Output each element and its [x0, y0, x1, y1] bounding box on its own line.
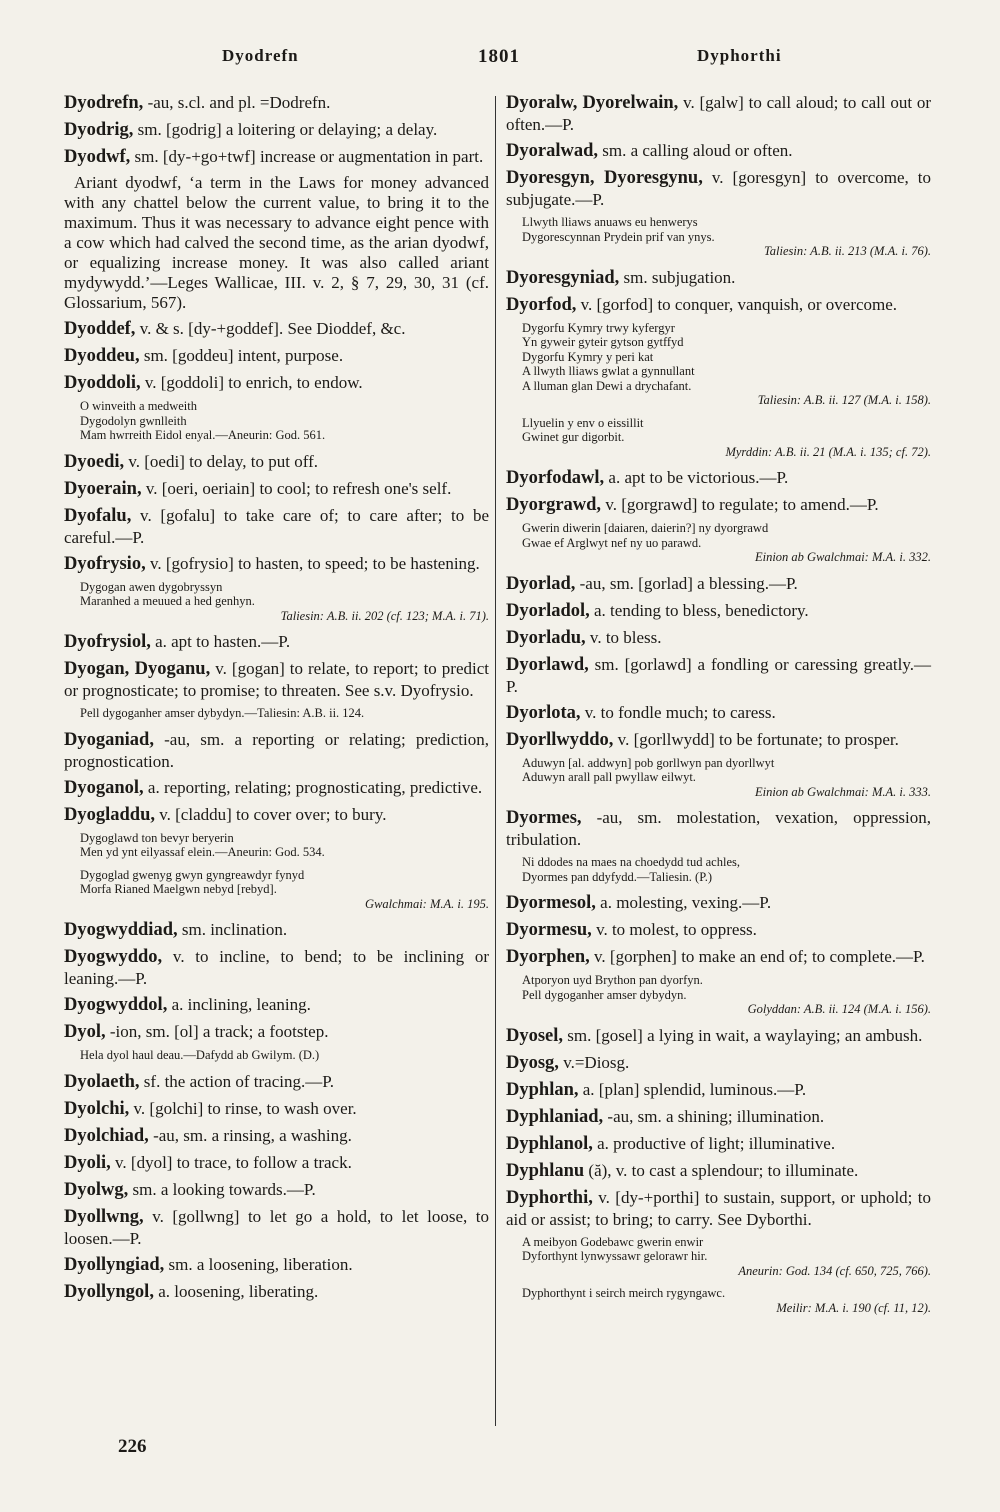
quotation	[80, 706, 489, 721]
entry-headword: Dyofalu,	[64, 505, 132, 526]
quotation-text: A meibyon Godebawc gwerin enwir Dyforthynt lynwyssawr gelorawr hir.	[522, 1234, 708, 1263]
entry-definition: v. [gorfod] to conquer, vanquish, or overcome.	[580, 294, 898, 314]
entry-definition: v. [goddoli] to enrich, to endow.	[144, 373, 363, 392]
entry-headword: Dyogwyddol,	[64, 995, 168, 1015]
entry-definition: -au, sm. molestation, vexation, oppression, tribulation.	[506, 808, 931, 849]
dictionary-entry	[64, 553, 489, 575]
entry-definition: a. molesting, vexing.—P.	[600, 893, 772, 912]
dictionary-entry	[64, 631, 489, 653]
dictionary-entry	[506, 467, 931, 489]
dictionary-entry	[506, 1052, 931, 1074]
entry-definition: sf. the action of tracing.—P.	[143, 1071, 335, 1091]
quotation-text: Atporyon uyd Brython pan dyorfyn. Pell dygoganher amser dybydyn.	[522, 973, 703, 1002]
entry-definition: v. to bless.	[589, 627, 662, 647]
entry-headword: Dyorlawd,	[506, 654, 589, 675]
quotation-text: Dygoglawd ton bevyr beryerin Men yd ynt eilyassaf elein.—Aneurin: God. 534.	[80, 830, 325, 859]
dictionary-entry	[64, 919, 489, 941]
right-column	[506, 92, 931, 1323]
entry-definition: v. [golchi] to rinse, to wash over.	[133, 1098, 357, 1118]
entry-definition: sm. inclination.	[181, 920, 288, 939]
entry-headword: Dyoresgyniad,	[506, 267, 620, 288]
dictionary-entry	[506, 627, 931, 649]
entry-definition: v. to fondle much; to caress.	[584, 702, 776, 722]
entry-headword: Dyodwf,	[64, 147, 131, 167]
dictionary-entry	[64, 777, 489, 799]
entry-definition: v. [gogan] to relate, to report; to predict or prognosticate; to promise; to threaten. See s.v. Dyofrysio.	[64, 659, 489, 700]
dictionary-entry	[506, 573, 931, 595]
entry-headword: Dyoralw, Dyorelwain,	[506, 93, 679, 113]
dictionary-entry	[64, 994, 489, 1016]
quotation	[522, 1286, 931, 1315]
quotation-text: Ni ddodes na maes na choedydd tud achles, Dyormes pan ddyfydd.—Taliesin. (P.)	[522, 855, 740, 884]
entry-headword: Dyoganiad,	[64, 729, 154, 750]
dictionary-entry	[64, 1152, 489, 1174]
entry-definition: a. loosening, liberating.	[158, 1281, 319, 1301]
entry-definition: a. tending to bless, benedictory.	[594, 600, 809, 620]
column-divider	[495, 96, 496, 1426]
quotation-text: Dyphorthynt i seirch meirch rygyngawc.	[522, 1286, 726, 1300]
entry-headword: Dyoganol,	[64, 777, 144, 798]
quotation	[522, 321, 931, 408]
entry-headword: Dyoralwad,	[506, 141, 598, 161]
dictionary-entry	[64, 1254, 489, 1276]
dictionary-entry	[64, 345, 489, 367]
dictionary-entry	[64, 478, 489, 500]
dictionary-entry	[506, 807, 931, 850]
dictionary-entry	[506, 1133, 931, 1155]
quotation-text: Dygoglad gwenyg gwyn gyngreawdyr fynyd Morfa Rianed Maelgwn nebyd [rebyd].	[80, 867, 305, 896]
entry-definition: a. apt to be victorious.—P.	[608, 468, 789, 487]
entry-headword: Dyollyngiad,	[64, 1254, 165, 1275]
entry-definition: v. to incline, to bend; to be inclining or leaning.—P.	[64, 947, 489, 988]
entry-headword: Dyoddeu,	[64, 346, 140, 366]
dictionary-entry	[64, 318, 489, 340]
dictionary-entry	[506, 1187, 931, 1230]
quotation-text: Llwyth lliaws anuaws eu henwerys Dygorescynnan Prydein prif van ynys.	[522, 215, 715, 244]
quotation-source: Einion ab Gwalchmai: M.A. i. 333.	[754, 784, 931, 799]
quotation	[522, 215, 931, 259]
dictionary-entry	[506, 1160, 931, 1182]
entry-headword: Dyol,	[64, 1022, 106, 1042]
dictionary-entry	[64, 1179, 489, 1201]
entry-definition: v. [dy-+porthi] to sustain, support, or uphold; to aid or assist; to bring; to carry. See Dyborthi.	[506, 1187, 932, 1229]
entry-headword: Dyorgrawd,	[506, 495, 602, 515]
dictionary-entry	[64, 451, 489, 473]
dictionary-entry	[506, 1079, 931, 1101]
dictionary-entry	[64, 804, 489, 826]
entry-definition: v. [gofrysio] to hasten, to speed; to be hastening.	[149, 553, 480, 573]
entry-headword: Dyofrysio,	[64, 553, 146, 574]
entry-headword: Dyorfod,	[506, 294, 577, 315]
entry-headword: Dyogan, Dyoganu,	[64, 659, 211, 679]
dictionary-entry	[506, 294, 931, 316]
quotation-source: Myrddin: A.B. ii. 21 (M.A. i. 135; cf. 72).	[725, 444, 931, 459]
header-left-guideword: Dyodrefn	[222, 46, 299, 65]
entry-headword: Dyolwg,	[64, 1179, 129, 1200]
entry-headword: Dyodrig,	[64, 120, 134, 140]
entry-headword: Dyofrysiol,	[64, 632, 151, 652]
entry-headword: Dyollyngol,	[64, 1281, 154, 1302]
entry-definition: v. [oeri, oeriain] to cool; to refresh one's self.	[145, 478, 452, 498]
entry-headword: Dyodrefn,	[64, 93, 144, 113]
quotation-text: O winveith a medweith Dygodolyn gwnlleith Mam hwrreith Eidol enyal.—Aneurin: God. 561.	[80, 399, 326, 442]
entry-headword: Dyorladol,	[506, 600, 590, 621]
quotation	[80, 831, 489, 860]
entry-headword: Dyogwyddiad,	[64, 920, 178, 940]
entry-definition: -au, sm. [gorlad] a blessing.—P.	[579, 573, 798, 593]
dictionary-entry	[506, 92, 931, 135]
entry-headword: Dyormesu,	[506, 920, 592, 940]
entry-headword: Dyolaeth,	[64, 1071, 140, 1092]
entry-definition: sm. [godrig] a loitering or delaying; a delay.	[137, 120, 438, 139]
entry-definition: -au, sm. a rinsing, a washing.	[153, 1125, 352, 1145]
entry-definition: sm. a loosening, liberation.	[168, 1254, 353, 1274]
entry-headword: Dyoli,	[64, 1152, 111, 1173]
dictionary-entry	[506, 919, 931, 941]
quotation-source: Taliesin: A.B. ii. 202 (cf. 123; M.A. i. 71).	[280, 608, 489, 623]
header-column-number: 1801	[478, 46, 520, 67]
quotation	[522, 521, 931, 565]
entry-definition: -ion, sm. [ol] a track; a footstep.	[109, 1022, 329, 1041]
dictionary-entry	[506, 1106, 931, 1128]
entry-headword: Dyollwng,	[64, 1206, 144, 1227]
entry-definition: v. [oedi] to delay, to put off.	[128, 451, 319, 471]
quotation-text: Pell dygoganher amser dybydyn.—Taliesin: A.B. ii. 124.	[80, 706, 365, 720]
dictionary-entry	[64, 1125, 489, 1147]
quotation-source: Aneurin: God. 134 (cf. 650, 725, 766).	[738, 1263, 931, 1278]
quotation	[80, 580, 489, 624]
entry-definition: v. to molest, to oppress.	[596, 920, 757, 939]
dictionary-entry	[64, 1021, 489, 1043]
entry-definition: -au, s.cl. and pl. =Dodrefn.	[147, 93, 331, 112]
dictionary-entry	[64, 372, 489, 394]
entry-definition: v. [claddu] to cover over; to bury.	[159, 804, 387, 824]
entry-definition: v. & s. [dy-+goddef]. See Dioddef, &c.	[139, 319, 406, 338]
dictionary-entry	[506, 140, 931, 162]
entry-headword: Dyolchi,	[64, 1098, 130, 1119]
quotation-source: Gwalchmai: M.A. i. 195.	[365, 896, 489, 911]
quotation-text: Dygogan awen dygobryssyn Maranhed a meuued a hed genhyn.	[80, 579, 255, 608]
entry-definition: -au, sm. a shining; illumination.	[607, 1106, 825, 1126]
quotation-text: Llyuelin y env o eissillit Gwinet gur digorbit.	[522, 415, 644, 444]
entry-definition: a. reporting, relating; prognosticating, predictive.	[147, 777, 483, 797]
dictionary-entry	[64, 1071, 489, 1093]
entry-definition: v.=Diosg.	[563, 1052, 630, 1072]
dictionary-entry	[506, 946, 931, 968]
entry-definition: sm. [gorlawd] a fondling or caressing greatly.—P.	[506, 654, 931, 696]
dictionary-entry	[64, 946, 489, 989]
quotation	[522, 973, 931, 1017]
dictionary-entry	[64, 92, 489, 114]
quotation	[80, 868, 489, 912]
quotation	[80, 1048, 489, 1063]
dictionary-entry	[506, 892, 931, 914]
quotation-text: Gwerin diwerin [daiaren, daierin?] ny dyorgrawd Gwae ef Arglwyt nef ny uo parawd.	[522, 521, 769, 550]
entry-definition: a. inclining, leaning.	[171, 995, 311, 1014]
entry-headword: Dyormes,	[506, 808, 582, 828]
dictionary-entry	[506, 654, 931, 697]
running-header	[62, 46, 938, 72]
left-column	[64, 92, 489, 1308]
entry-headword: Dyorphen,	[506, 947, 590, 967]
entry-definition: v. [gollwng] to let go a hold, to let loose, to loosen.—P.	[64, 1206, 489, 1248]
entry-headword: Dyphorthi,	[506, 1187, 593, 1208]
dictionary-entry	[506, 600, 931, 622]
dictionary-entry	[64, 119, 489, 141]
entry-headword: Dyosg,	[506, 1052, 559, 1073]
entry-headword: Dyolchiad,	[64, 1125, 149, 1146]
entry-definition: -au, sm. a reporting or relating; prediction, prognostication.	[64, 729, 489, 771]
entry-headword: Dyphlanol,	[506, 1133, 593, 1154]
entry-definition: v. [gofalu] to take care of; to care after; to be careful.—P.	[64, 505, 489, 547]
entry-headword: Dyphlan,	[506, 1079, 579, 1100]
entry-headword: Dyorlota,	[506, 702, 581, 723]
entry-definition: a. productive of light; illuminative.	[597, 1133, 836, 1153]
entry-headword: Dyogwyddo,	[64, 947, 163, 967]
dictionary-entry	[506, 702, 931, 724]
dictionary-entry	[506, 167, 931, 210]
dictionary-entry	[64, 505, 489, 548]
entry-definition: v. [gorllwydd] to be fortunate; to prosper.	[617, 729, 899, 749]
entry-definition: sm. subjugation.	[623, 267, 736, 287]
quotation-text: Hela dyol haul deau.—Dafydd ab Gwilym. (D.)	[80, 1048, 320, 1062]
entry-headword: Dyoddoli,	[64, 373, 141, 393]
entry-definition: v. [goresgyn] to overcome, to subjugate.—P.	[506, 168, 931, 209]
entry-definition: sm. a looking towards.—P.	[132, 1179, 316, 1199]
quotation-source: Taliesin: A.B. ii. 213 (M.A. i. 76).	[763, 244, 931, 258]
quotation	[522, 855, 931, 884]
entry-headword: Dyorlad,	[506, 573, 576, 594]
entry-headword: Dyormesol,	[506, 893, 596, 913]
quotation-source: Meilir: M.A. i. 190 (cf. 11, 12).	[776, 1300, 931, 1315]
header-right-guideword: Dyphorthi	[697, 46, 782, 65]
quotation-text: Dygorfu Kymry trwy kyfergyr Yn gyweir gyteir gytson gytffyd Dygorfu Kymry y peri kat A llwyth lliaws gwlat a gynnullant A lluman glan Dewi a drychafant.	[522, 320, 695, 393]
entry-headword: Dyoresgyn, Dyoresgynu,	[506, 168, 703, 188]
entry-headword: Dyogladdu,	[64, 804, 155, 825]
quotation	[80, 399, 489, 443]
quotation-source: Einion ab Gwalchmai: M.A. i. 332.	[754, 550, 931, 564]
dictionary-entry	[506, 494, 931, 516]
entry-headword: Dyorladu,	[506, 627, 586, 648]
entry-definition: a. [plan] splendid, luminous.—P.	[582, 1079, 807, 1099]
quotation	[522, 756, 931, 800]
quotation	[522, 1235, 931, 1279]
entry-definition: v. [dyol] to trace, to follow a track.	[115, 1152, 352, 1172]
entry-headword: Dyphlanu	[506, 1160, 585, 1181]
entry-headword: Dyoddef,	[64, 319, 136, 339]
entry-note: Ariant dyodwf, ‘a term in the Laws for money advanced with any chattel below the current value, to bring it to the maximum. Thus it was necessary to advance eight pence with a cow which had calved the second time, as the arian dyodwf, or equalizing increase money. It was also called ariant mydywydd.’—Leges Wallicae, III. v. 2, § 7, 29, 30, 31 (cf. Glossarium, 567).	[64, 173, 489, 312]
entry-definition: sm. [goddeu] intent, purpose.	[143, 346, 344, 365]
dictionary-entry	[64, 146, 489, 168]
entry-definition: sm. [dy-+go+twf] increase or augmentation in part.	[134, 147, 484, 166]
entry-headword: Dyoerain,	[64, 478, 142, 499]
dictionary-entry	[64, 658, 489, 701]
entry-headword: Dyorllwyddo,	[506, 729, 614, 750]
entry-definition: sm. a calling aloud or often.	[602, 141, 793, 160]
quotation-source: Golyddan: A.B. ii. 124 (M.A. i. 156).	[747, 1002, 931, 1016]
dictionary-entry	[506, 729, 931, 751]
entry-headword: Dyosel,	[506, 1025, 564, 1046]
dictionary-entry	[64, 1281, 489, 1303]
entry-definition: a. apt to hasten.—P.	[155, 632, 291, 651]
entry-headword: Dyoedi,	[64, 451, 125, 472]
entry-definition: v. [gorgrawd] to regulate; to amend.—P.	[605, 495, 879, 514]
dictionary-entry	[64, 1206, 489, 1249]
entry-definition: sm. [gosel] a lying in wait, a waylaying; an ambush.	[567, 1025, 923, 1045]
entry-definition: v. [gorphen] to make an end of; to complete.—P.	[594, 947, 925, 966]
dictionary-entry	[506, 267, 931, 289]
dictionary-entry	[64, 1098, 489, 1120]
page-number: 226	[118, 1436, 147, 1457]
quotation-source: Taliesin: A.B. ii. 127 (M.A. i. 158).	[757, 393, 931, 407]
entry-definition: v. [galw] to call aloud; to call out or often.—P.	[506, 93, 932, 134]
dictionary-entry	[506, 1025, 931, 1047]
entry-headword: Dyphlaniad,	[506, 1106, 604, 1127]
entry-headword: Dyorfodawl,	[506, 468, 605, 488]
entry-definition: (ă), v. to cast a splendour; to illuminate.	[588, 1160, 859, 1180]
dictionary-entry	[64, 729, 489, 772]
quotation-text: Aduwyn [al. addwyn] pob gorllwyn pan dyorllwyt Aduwyn arall pall pwyllaw eilwyt.	[522, 755, 775, 784]
quotation	[522, 416, 931, 460]
